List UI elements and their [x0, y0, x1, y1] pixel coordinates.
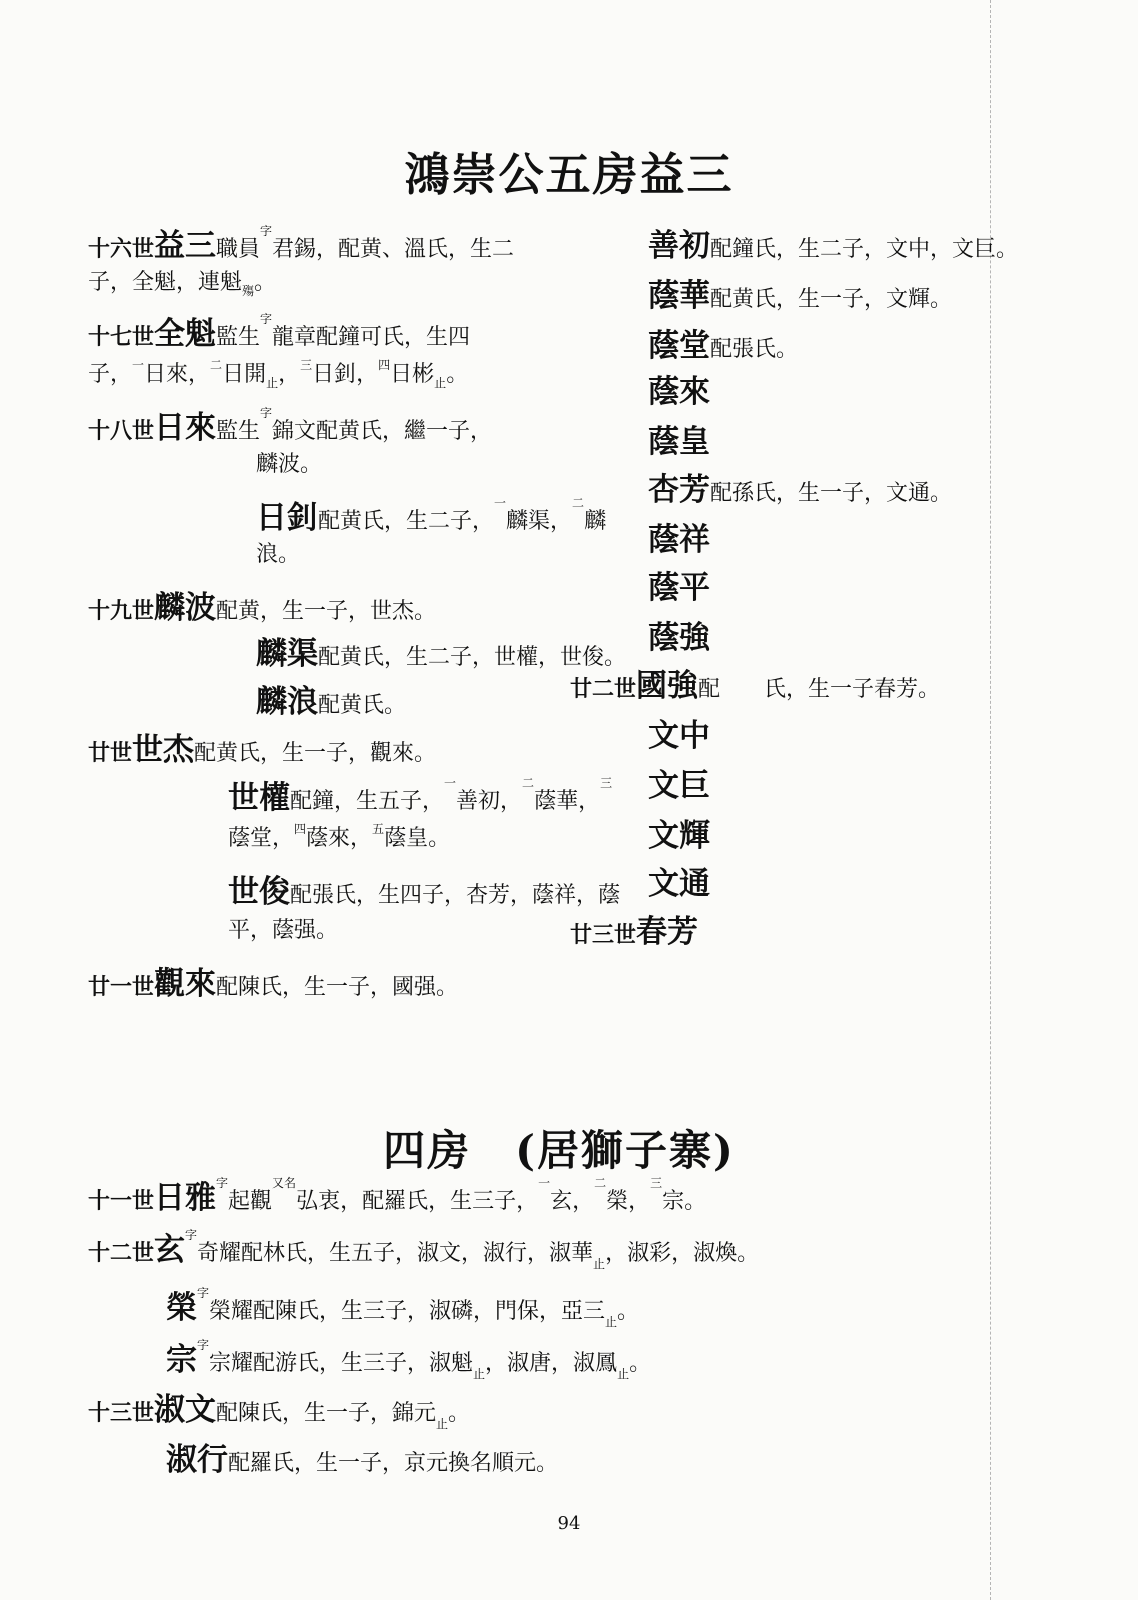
subscript-note: 止	[266, 376, 279, 390]
genealogy-line	[648, 278, 952, 315]
entry-text: 蔭皇。	[384, 826, 451, 851]
entry-text: 平，蔭强。	[228, 918, 339, 943]
page-number: 94	[557, 1513, 581, 1534]
person-name: 日雅	[154, 1180, 217, 1216]
superscript-note: 字	[197, 1286, 210, 1300]
genealogy-line	[648, 228, 1018, 265]
genealogy-line	[648, 866, 710, 903]
generation-label: 十八世	[88, 418, 155, 444]
entry-text: 配鐘氏，生二子，文中，文巨。	[710, 237, 1019, 262]
person-name: 蔭華	[648, 278, 710, 314]
person-name: 榮	[166, 1290, 197, 1326]
superscript-note: 字	[185, 1228, 198, 1242]
generation-label: 十一世	[88, 1188, 155, 1214]
entry-text: 浪。	[256, 542, 301, 567]
superscript-note: 二	[594, 1176, 607, 1190]
entry-text: 配黄氏。	[318, 693, 407, 718]
genealogy-line	[88, 406, 493, 447]
genealogy-line	[88, 1392, 470, 1429]
entry-text: 監生	[216, 419, 261, 444]
person-name: 麟浪	[256, 684, 318, 720]
genealogy-line	[88, 1176, 707, 1217]
entry-text: 配黄氏，生一子，觀來。	[194, 741, 437, 766]
entry-text: 日彬	[390, 362, 435, 387]
superscript-note: 字	[260, 406, 273, 420]
superscript-note: 三	[300, 358, 313, 372]
genealogy-line	[88, 1228, 760, 1271]
entry-text: 子，全魁，連魁	[88, 270, 243, 295]
generation-label: 廿世	[88, 740, 133, 766]
superscript-note: 三	[600, 776, 613, 790]
entry-text: 。	[254, 270, 277, 295]
genealogy-line	[256, 542, 300, 568]
entry-text: 榮耀配陳氏，生三子，淑磷，門保，亞三	[209, 1299, 606, 1324]
genealogy-line	[88, 966, 458, 1003]
genealogy-line	[166, 1442, 558, 1479]
person-name: 蔭強	[648, 620, 710, 656]
entry-text: 日來，	[144, 362, 211, 387]
subscript-note: 止	[473, 1366, 486, 1381]
entry-text: ，淑唐，淑鳳	[485, 1351, 618, 1376]
entry-text: 職員	[216, 237, 261, 262]
genealogy-line	[166, 1338, 652, 1381]
superscript-note: 二	[522, 776, 535, 790]
superscript-note: 四	[294, 822, 307, 836]
superscript-note: 二	[572, 496, 585, 510]
entry-text: 。	[617, 1299, 640, 1324]
person-name: 宗	[166, 1342, 197, 1378]
generation-label: 十九世	[88, 598, 155, 624]
person-name: 日來	[154, 410, 217, 446]
subscript-note: 殤	[242, 284, 255, 298]
superscript-note: 五	[372, 822, 385, 836]
entry-text: 子，	[88, 362, 133, 387]
generation-label: 十七世	[88, 324, 155, 350]
entry-text: 錦文配黄氏，繼一子，	[272, 419, 493, 444]
person-name: 淑行	[166, 1442, 228, 1478]
entry-text: 配陳氏，生一子，國强。	[216, 975, 459, 1000]
person-name: 蔭祥	[648, 522, 710, 558]
person-name: 文輝	[648, 818, 710, 854]
genealogy-line	[648, 374, 710, 411]
person-name: 益三	[154, 228, 217, 264]
entry-text: 善初，	[456, 789, 523, 814]
genealogy-line	[256, 452, 322, 478]
genealogy-line	[88, 270, 276, 296]
entry-text: 榮，	[606, 1189, 651, 1214]
genealogy-line	[228, 918, 338, 944]
genealogy-line	[648, 424, 710, 461]
person-name: 玄	[154, 1232, 186, 1268]
person-name: 文中	[648, 718, 710, 754]
entry-text: 配孫氏，生一子，文通。	[710, 481, 953, 506]
entry-text: 配黄氏，生一子，文輝。	[710, 287, 953, 312]
person-name: 世杰	[132, 732, 195, 768]
entry-text: 。	[448, 1401, 471, 1426]
superscript-note: 四	[378, 358, 391, 372]
person-name: 麟渠	[256, 636, 318, 672]
entry-text: 配黄，生一子，世杰。	[216, 599, 437, 624]
genealogy-line	[648, 328, 798, 365]
subscript-note: 止	[434, 376, 447, 390]
superscript-note: 一	[494, 496, 507, 510]
section-title-1: 鴻崇公五房益三	[404, 148, 734, 201]
genealogy-line	[88, 224, 515, 265]
entry-text: 日釗，	[312, 362, 379, 387]
genealogy-line	[648, 472, 952, 509]
entry-text: 麟波。	[256, 452, 323, 477]
genealogy-line	[88, 732, 436, 769]
entry-text: 麟	[584, 509, 607, 534]
entry-text: 奇耀配林氏，生五子，淑文，淑行，淑華	[197, 1241, 594, 1266]
genealogy-line	[88, 312, 471, 353]
superscript-note: 一	[538, 1176, 551, 1190]
subscript-note: 止	[593, 1256, 606, 1271]
genealogy-line	[570, 668, 940, 705]
entry-text: 配 氏，生一子春芳。	[698, 677, 941, 702]
genealogy-line	[228, 776, 613, 817]
genealogy-line	[648, 620, 710, 657]
entry-text: 宗。	[662, 1189, 707, 1214]
genealogy-line	[228, 822, 451, 852]
generation-label: 十三世	[88, 1400, 155, 1426]
superscript-note: 二	[210, 358, 223, 372]
person-name: 全魁	[154, 316, 217, 352]
superscript-note: 一	[444, 776, 457, 790]
entry-text: 弘衷，配羅氏，生三子，	[296, 1189, 539, 1214]
person-name: 世俊	[228, 874, 290, 910]
person-name: 蔭堂	[648, 328, 710, 364]
entry-text: 配陳氏，生一子，錦元	[216, 1401, 437, 1426]
entry-text: 配鐘，生五子，	[290, 789, 445, 814]
section-title-2: 四房 (居獅子寨)	[383, 1126, 735, 1175]
entry-text: 蔭堂，	[228, 826, 295, 851]
genealogy-line	[88, 358, 469, 390]
entry-text: 日開	[222, 362, 267, 387]
person-name: 蔭平	[648, 570, 710, 606]
person-name: 善初	[648, 228, 710, 264]
entry-text: 配黄氏，生二子，	[318, 509, 495, 534]
generation-label: 廿三世	[570, 922, 637, 948]
person-name: 杏芳	[648, 472, 710, 508]
entry-text: 監生	[216, 325, 261, 350]
generation-label: 十二世	[88, 1240, 155, 1266]
genealogy-line	[570, 914, 698, 951]
entry-text: 玄，	[550, 1189, 595, 1214]
entry-text: 配張氏，生四子，杏芳，蔭祥，蔭	[290, 883, 621, 908]
entry-text: 。	[446, 362, 469, 387]
genealogy-line	[166, 1286, 640, 1329]
subscript-note: 止	[605, 1314, 618, 1329]
person-name: 文巨	[648, 768, 710, 804]
generation-label: 十六世	[88, 236, 155, 262]
genealogy-line	[648, 522, 710, 559]
person-name: 文通	[648, 866, 710, 902]
superscript-note: 字	[260, 312, 273, 326]
entry-text: 麟渠，	[506, 509, 573, 534]
entry-text: 龍章配鐘可氏，生四	[272, 325, 471, 350]
person-name: 麟波	[154, 590, 217, 626]
genealogy-line	[228, 874, 620, 911]
entry-text: 宗耀配游氏，生三子，淑魁	[209, 1351, 474, 1376]
genealogy-line	[648, 818, 710, 855]
superscript-note: 字	[260, 224, 273, 238]
person-name: 淑文	[154, 1392, 217, 1428]
generation-label: 廿二世	[570, 676, 637, 702]
superscript-note: 三	[650, 1176, 663, 1190]
person-name: 觀來	[154, 966, 217, 1002]
entry-text: ，	[278, 362, 301, 387]
entry-text: 蔭來，	[306, 826, 373, 851]
genealogy-line	[88, 590, 436, 627]
entry-text: 君錫，配黄、溫氏，生二	[272, 237, 515, 262]
superscript-note: 字	[216, 1176, 229, 1190]
superscript-note: 又名	[272, 1176, 297, 1190]
entry-text: ，淑彩，淑煥。	[605, 1241, 760, 1266]
generation-label: 廿一世	[88, 974, 155, 1000]
entry-text: 起觀	[228, 1189, 273, 1214]
person-name: 國強	[636, 668, 699, 704]
superscript-note: 字	[197, 1338, 210, 1352]
genealogy-line	[648, 570, 710, 607]
person-name: 世權	[228, 780, 290, 816]
subscript-note: 止	[436, 1416, 449, 1431]
person-name: 春芳	[636, 914, 699, 950]
genealogy-line	[648, 718, 710, 755]
person-name: 蔭來	[648, 374, 710, 410]
entry-text: 配黄氏，生二子，世權，世俊。	[318, 645, 627, 670]
entry-text: 配羅氏，生一子，京元換名順元。	[228, 1451, 559, 1476]
person-name: 蔭皇	[648, 424, 710, 460]
entry-text: 配張氏。	[710, 337, 799, 362]
superscript-note: 一	[132, 358, 145, 372]
person-name: 日釗	[256, 500, 318, 536]
entry-text: 蔭華，	[534, 789, 601, 814]
genealogy-line	[256, 684, 406, 721]
genealogy-line	[256, 496, 607, 537]
genealogy-line	[648, 768, 710, 805]
entry-text: 。	[629, 1351, 652, 1376]
subscript-note: 止	[617, 1366, 630, 1381]
